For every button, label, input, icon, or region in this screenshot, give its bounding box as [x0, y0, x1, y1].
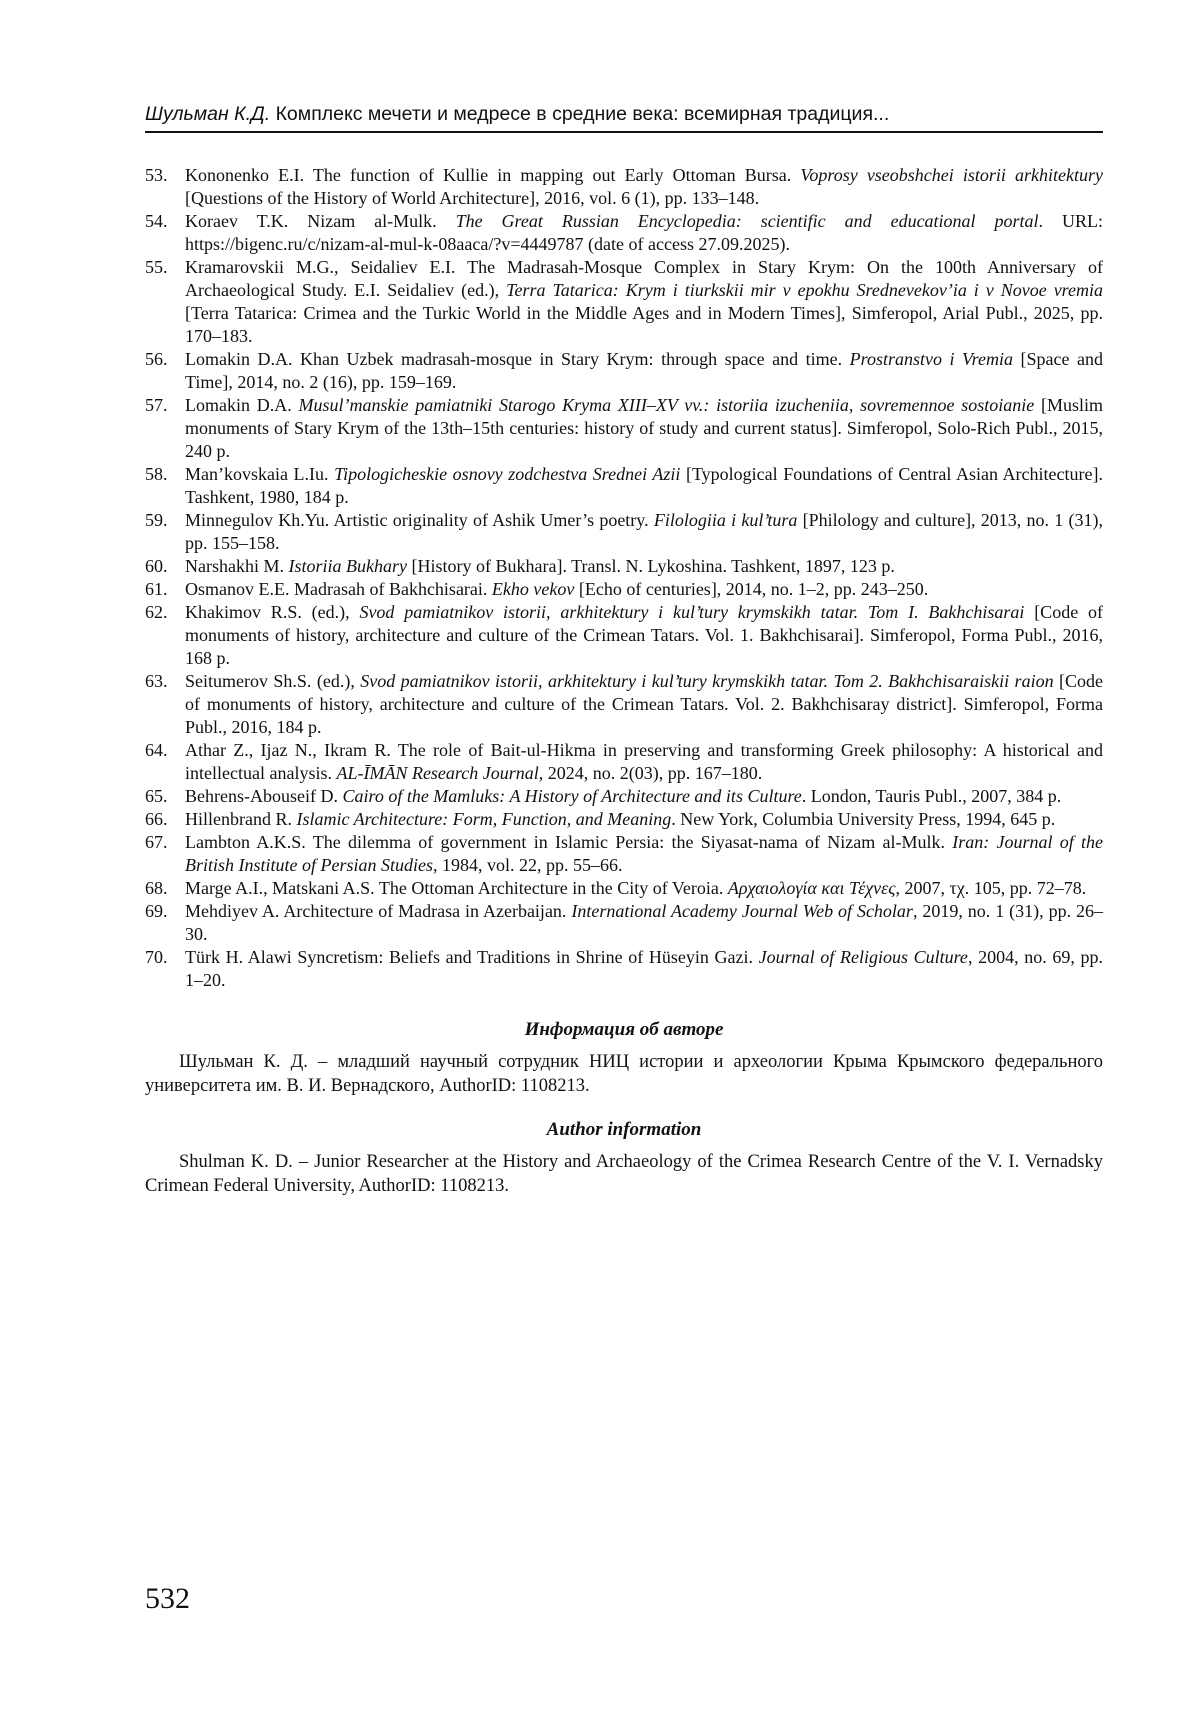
reference-number: 68.	[145, 878, 168, 898]
reference-text: Man’kovskaia L.Iu.	[185, 464, 335, 484]
reference-number: 55.	[145, 257, 168, 277]
reference-text: Behrens-Abouseif D.	[185, 786, 343, 806]
reference-text: Hillenbrand R.	[185, 809, 297, 829]
reference-item	[145, 877, 1103, 900]
reference-title-italic: Istoriia Bukhary	[288, 556, 407, 576]
reference-text: Minnegulov Kh.Yu. Artistic originality of Ashik Umer’s poetry.	[185, 510, 654, 530]
author-info-en-title: Author information	[546, 1119, 702, 1140]
reference-title-italic: International Academy Journal Web of Scholar	[571, 901, 913, 921]
header-rule	[145, 131, 1103, 133]
reference-title-italic: Filologiia i kul’tura	[653, 510, 798, 530]
running-head-author: Шульман К.Д.	[145, 103, 271, 125]
reference-number: 57.	[145, 395, 168, 415]
reference-item	[145, 578, 1103, 601]
reference-item	[145, 831, 1103, 877]
reference-item	[145, 509, 1103, 555]
reference-text: . New York, Columbia University Press, 1994, 645 p.	[671, 809, 1056, 829]
reference-title-italic: Cairo of the Mamluks: A History of Architecture and its Culture	[342, 786, 802, 806]
reference-text: Mehdiyev A. Architecture of Madrasa in Azerbaijan.	[185, 901, 572, 921]
reference-title-italic: Musul’manskie pamiatniki Starogo Kryma XIII–XV vv.: istoriia izucheniia, sovremennoe sostoianie	[298, 395, 1035, 415]
author-info-en-text: Shulman K. D. – Junior Researcher at the History and Archaeology of the Crimea Research Centre of the V. I. Vernadsky Crimean Federal University, AuthorID: 1108213.	[145, 1152, 1103, 1196]
reference-number: 63.	[145, 671, 168, 691]
reference-title-italic: Voprosy vseobshchei istorii arkhitektury	[800, 165, 1103, 185]
reference-item	[145, 164, 1103, 210]
reference-title-italic: Prostranstvo i Vremia	[849, 349, 1013, 369]
reference-text: , 1984, vol. 22, pp. 55–66.	[433, 855, 623, 875]
reference-item	[145, 808, 1103, 831]
reference-text: [Philology and culture], 2013, no. 1 (31), pp. 155–158.	[185, 510, 1104, 553]
reference-text: [Code of monuments of history, architecture and culture of the Crimean Tatars. Vol. 1. Bakhchisarai]. Simferopol, Forma Publ., 2016, 168 p.	[185, 602, 1103, 668]
reference-number: 56.	[145, 349, 168, 369]
reference-item	[145, 946, 1103, 992]
reference-title-italic: Ekho vekov	[491, 579, 575, 599]
reference-item	[145, 394, 1103, 463]
reference-text: . London, Tauris Publ., 2007, 384 p.	[801, 786, 1062, 806]
reference-number: 67.	[145, 832, 168, 852]
reference-title-italic: Αρχαιολογία και Τέχνες	[727, 878, 896, 898]
reference-text: Koraev T.K. Nizam al-Mulk.	[185, 211, 456, 231]
reference-item	[145, 463, 1103, 509]
reference-item	[145, 256, 1103, 348]
reference-text: Athar Z., Ijaz N., Ikram R. The role of Bait-ul-Hikma in preserving and transforming Greek philosophy: A historical and intellectual analysis.	[185, 740, 1103, 783]
reference-number: 54.	[145, 211, 168, 231]
reference-item	[145, 670, 1103, 739]
reference-text: Marge A.I., Matskani A.S. The Ottoman Architecture in the City of Veroia.	[185, 878, 728, 898]
reference-text: [Typological Foundations of Central Asian Architecture]. Tashkent, 1980, 184 p.	[185, 464, 1103, 507]
reference-text: [Muslim monuments of Stary Krym of the 13th–15th centuries: history of study and current status]. Simferopol, Solo-Rich Publ., 2015, 240 p.	[185, 395, 1104, 461]
reference-number: 70.	[145, 947, 168, 967]
reference-item	[145, 601, 1103, 670]
author-info-ru-title: Информация об авторе	[524, 1019, 724, 1040]
reference-text: Türk H. Alawi Syncretism: Beliefs and Traditions in Shrine of Hüseyin Gazi.	[185, 947, 759, 967]
reference-number: 66.	[145, 809, 168, 829]
running-head-title: Комплекс мечети и медресе в средние века: всемирная традиция...	[275, 103, 890, 125]
reference-text: Lomakin D.A. Khan Uzbek madrasah-mosque in Stary Krym: through space and time.	[185, 349, 850, 369]
reference-number: 53.	[145, 165, 168, 185]
reference-text: Lambton A.K.S. The dilemma of government in Islamic Persia: the Siyasat-nama of Nizam al-Mulk.	[185, 832, 953, 852]
reference-text: Seitumerov Sh.S. (ed.),	[185, 671, 361, 691]
reference-text: [Questions of the History of World Architecture], 2016, vol. 6 (1), pp. 133–148.	[185, 188, 760, 208]
author-info-ru-text: Шульман К. Д. – младший научный сотрудник НИЦ истории и археологии Крыма Крымского федерального университета им. В. И. Вернадского, AuthorID: 1108213.	[145, 1052, 1103, 1096]
reference-title-italic: Svod pamiatnikov istorii, arkhitektury i kul’tury krymskikh tatar. Tom I. Bakhchisarai	[359, 602, 1025, 622]
reference-number: 62.	[145, 602, 168, 622]
reference-title-italic: Islamic Architecture: Form, Function, and Meaning	[296, 809, 672, 829]
reference-text: [Space and Time], 2014, no. 2 (16), pp. 159–169.	[185, 349, 1103, 392]
reference-text: [Terra Tatarica: Crimea and the Turkic World in the Middle Ages and in Modern Times], Simferopol, Arial Publ., 2025, pp. 170–183.	[185, 303, 1103, 346]
reference-title-italic: AL-ĪMĀN Research Journal	[336, 763, 539, 783]
reference-title-italic: Iran: Journal of the British Institute of Persian Studies	[185, 832, 1103, 875]
reference-item	[145, 348, 1103, 394]
reference-title-italic: Svod pamiatnikov istorii, arkhitektury i kul’tury krymskikh tatar. Tom 2. Bakhchisaraiskii raion	[360, 671, 1054, 691]
reference-text: , 2004, no. 69, pp. 1–20.	[185, 947, 1104, 990]
reference-number: 59.	[145, 510, 168, 530]
reference-title-italic: Tipologicheskie osnovy zodchestva Srednei Azii	[334, 464, 681, 484]
reference-list	[145, 164, 1103, 992]
reference-number: 65.	[145, 786, 168, 806]
reference-title-italic: Journal of Religious Culture	[758, 947, 968, 967]
reference-text: Lomakin D.A.	[185, 395, 299, 415]
reference-title-italic: Terra Tatarica: Krym i tiurkskii mir v epokhu Srednevekov’ia i v Novoe vremia	[506, 280, 1104, 300]
running-head	[145, 101, 1103, 127]
reference-text: . URL: https://bigenc.ru/c/nizam-al-mul-k-08aaca/?v=4449787 (date of access 27.09.2025).	[185, 211, 1103, 254]
reference-text: , 2019, no. 1 (31), pp. 26–30.	[185, 901, 1103, 944]
reference-number: 60.	[145, 556, 168, 576]
reference-item	[145, 785, 1103, 808]
page-number: 532	[145, 1582, 190, 1615]
reference-text: Kramarovskii M.G., Seidaliev E.I. The Madrasah-Mosque Complex in Stary Krym: On the 100th Anniversary of Archaeological Study. E.I. Seidaliev (ed.),	[185, 257, 1103, 300]
reference-text: , 2024, no. 2(03), pp. 167–180.	[538, 763, 763, 783]
reference-text: Narshakhi M.	[185, 556, 289, 576]
reference-number: 64.	[145, 740, 168, 760]
reference-text: [History of Bukhara]. Transl. N. Lykoshina. Tashkent, 1897, 123 p.	[406, 556, 895, 576]
reference-item	[145, 210, 1103, 256]
reference-number: 58.	[145, 464, 168, 484]
reference-item	[145, 900, 1103, 946]
reference-text: Khakimov R.S. (ed.),	[185, 602, 360, 622]
reference-title-italic: The Great Russian Encyclopedia: scientific and educational portal	[455, 211, 1039, 231]
reference-text: , 2007, τχ. 105, pp. 72–78.	[895, 878, 1087, 898]
reference-item	[145, 739, 1103, 785]
reference-text: Kononenko E.I. The function of Kullie in mapping out Early Ottoman Bursa.	[185, 165, 801, 185]
reference-text: [Code of monuments of history, architecture and culture of the Crimean Tatars. Vol. 2. Bakhchisaray district]. Simferopol, Forma Publ., 2016, 184 p.	[185, 671, 1103, 737]
reference-number: 69.	[145, 901, 168, 921]
reference-number: 61.	[145, 579, 168, 599]
reference-item	[145, 555, 1103, 578]
reference-text: [Echo of centuries], 2014, no. 1–2, pp. 243–250.	[574, 579, 929, 599]
reference-text: Osmanov E.E. Madrasah of Bakhchisarai.	[185, 579, 492, 599]
